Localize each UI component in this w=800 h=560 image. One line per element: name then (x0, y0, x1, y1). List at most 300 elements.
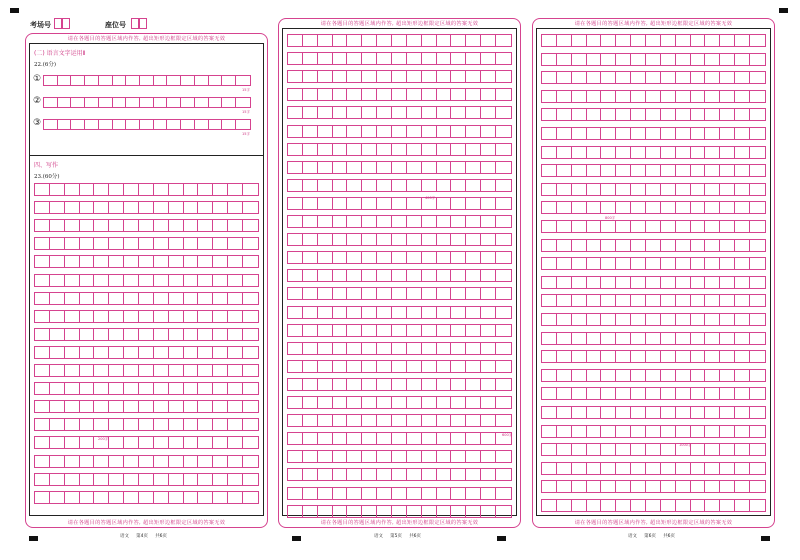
char-cell[interactable] (451, 307, 466, 318)
char-cell[interactable] (481, 71, 496, 82)
char-cell[interactable] (631, 314, 646, 325)
char-cell[interactable] (676, 72, 691, 83)
char-cell[interactable] (80, 492, 95, 503)
char-cell[interactable] (362, 451, 377, 462)
char-cell[interactable] (691, 314, 706, 325)
char-cell[interactable] (407, 415, 422, 426)
char-cell[interactable] (735, 333, 750, 344)
char-cell[interactable] (750, 444, 765, 455)
char-cell[interactable] (422, 53, 437, 64)
char-cell[interactable] (392, 361, 407, 372)
char-cell[interactable] (542, 388, 557, 399)
char-cell[interactable] (392, 379, 407, 390)
char-cell[interactable] (139, 492, 154, 503)
exam-room-box-2[interactable] (62, 18, 70, 29)
char-cell[interactable] (466, 216, 481, 227)
char-cell[interactable] (288, 397, 303, 408)
char-cell[interactable] (392, 89, 407, 100)
char-cell[interactable] (318, 107, 333, 118)
char-cell[interactable] (318, 307, 333, 318)
composition-grid-left[interactable] (34, 44, 259, 514)
char-cell[interactable] (587, 426, 602, 437)
char-cell[interactable] (35, 184, 50, 195)
char-cell[interactable] (496, 379, 511, 390)
char-cell[interactable] (601, 54, 616, 65)
char-cell[interactable] (318, 433, 333, 444)
char-cell[interactable] (646, 351, 661, 362)
char-cell[interactable] (750, 258, 765, 269)
char-cell[interactable] (377, 162, 392, 173)
char-cell[interactable] (50, 347, 65, 358)
char-cell[interactable] (542, 333, 557, 344)
char-cell[interactable] (720, 388, 735, 399)
char-cell[interactable] (691, 221, 706, 232)
char-cell[interactable] (676, 277, 691, 288)
char-cell[interactable] (735, 72, 750, 83)
char-cell[interactable] (646, 444, 661, 455)
char-cell[interactable] (587, 295, 602, 306)
char-cell[interactable] (542, 109, 557, 120)
char-cell[interactable] (94, 419, 109, 430)
char-cell[interactable] (303, 270, 318, 281)
char-cell[interactable] (169, 293, 184, 304)
char-cell[interactable] (228, 347, 243, 358)
char-cell[interactable] (750, 351, 765, 362)
char-cell[interactable] (213, 383, 228, 394)
char-cell[interactable] (496, 506, 511, 517)
char-cell[interactable] (392, 288, 407, 299)
char-cell[interactable] (496, 307, 511, 318)
char-cell[interactable] (631, 54, 646, 65)
char-cell[interactable] (437, 180, 452, 191)
char-cell[interactable] (572, 370, 587, 381)
char-cell[interactable] (109, 202, 124, 213)
char-cell[interactable] (616, 54, 631, 65)
char-cell[interactable] (601, 314, 616, 325)
char-cell[interactable] (481, 107, 496, 118)
char-cell[interactable] (720, 277, 735, 288)
char-cell[interactable] (451, 397, 466, 408)
char-cell[interactable] (616, 481, 631, 492)
char-cell[interactable] (720, 240, 735, 251)
char-cell[interactable] (661, 128, 676, 139)
seat-box-2[interactable] (139, 18, 147, 29)
char-cell[interactable] (451, 180, 466, 191)
char-cell[interactable] (451, 343, 466, 354)
char-cell[interactable] (587, 184, 602, 195)
char-cell[interactable] (557, 91, 572, 102)
char-cell[interactable] (437, 35, 452, 46)
char-cell[interactable] (601, 295, 616, 306)
char-cell[interactable] (646, 407, 661, 418)
char-cell[interactable] (50, 383, 65, 394)
char-cell[interactable] (109, 437, 124, 448)
char-cell[interactable] (422, 361, 437, 372)
char-cell[interactable] (496, 469, 511, 480)
char-cell[interactable] (213, 492, 228, 503)
char-cell[interactable] (735, 165, 750, 176)
char-cell[interactable] (542, 481, 557, 492)
char-cell[interactable] (631, 407, 646, 418)
char-cell[interactable] (228, 220, 243, 231)
char-cell[interactable] (676, 500, 691, 511)
char-cell[interactable] (169, 311, 184, 322)
char-cell[interactable] (646, 91, 661, 102)
char-cell[interactable] (318, 252, 333, 263)
char-cell[interactable] (154, 184, 169, 195)
char-cell[interactable] (451, 451, 466, 462)
char-cell[interactable] (735, 370, 750, 381)
char-cell[interactable] (303, 361, 318, 372)
char-cell[interactable] (50, 311, 65, 322)
char-cell[interactable] (94, 383, 109, 394)
char-cell[interactable] (333, 89, 348, 100)
char-cell[interactable] (646, 333, 661, 344)
char-cell[interactable] (184, 184, 199, 195)
char-cell[interactable] (184, 419, 199, 430)
char-cell[interactable] (587, 128, 602, 139)
char-cell[interactable] (735, 35, 750, 46)
char-cell[interactable] (303, 307, 318, 318)
char-cell[interactable] (318, 343, 333, 354)
char-cell[interactable] (661, 500, 676, 511)
char-cell[interactable] (557, 240, 572, 251)
char-cell[interactable] (676, 463, 691, 474)
char-cell[interactable] (616, 500, 631, 511)
char-cell[interactable] (94, 456, 109, 467)
char-cell[interactable] (407, 288, 422, 299)
char-cell[interactable] (437, 451, 452, 462)
char-cell[interactable] (691, 370, 706, 381)
char-cell[interactable] (109, 347, 124, 358)
char-cell[interactable] (154, 437, 169, 448)
char-cell[interactable] (94, 311, 109, 322)
char-cell[interactable] (542, 444, 557, 455)
char-cell[interactable] (303, 288, 318, 299)
char-cell[interactable] (646, 54, 661, 65)
char-cell[interactable] (139, 401, 154, 412)
char-cell[interactable] (735, 481, 750, 492)
char-cell[interactable] (735, 240, 750, 251)
char-cell[interactable] (661, 277, 676, 288)
char-cell[interactable] (496, 216, 511, 227)
char-cell[interactable] (466, 506, 481, 517)
char-cell[interactable] (496, 107, 511, 118)
char-cell[interactable] (124, 293, 139, 304)
char-cell[interactable] (646, 109, 661, 120)
char-cell[interactable] (94, 256, 109, 267)
char-cell[interactable] (50, 401, 65, 412)
char-cell[interactable] (646, 35, 661, 46)
char-cell[interactable] (587, 463, 602, 474)
char-cell[interactable] (362, 198, 377, 209)
char-cell[interactable] (572, 54, 587, 65)
char-cell[interactable] (80, 256, 95, 267)
char-cell[interactable] (705, 54, 720, 65)
char-cell[interactable] (422, 506, 437, 517)
char-cell[interactable] (347, 397, 362, 408)
char-cell[interactable] (377, 451, 392, 462)
char-cell[interactable] (228, 492, 243, 503)
char-cell[interactable] (198, 184, 213, 195)
char-cell[interactable] (362, 162, 377, 173)
char-cell[interactable] (557, 351, 572, 362)
char-cell[interactable] (50, 275, 65, 286)
char-cell[interactable] (243, 347, 258, 358)
char-cell[interactable] (35, 383, 50, 394)
char-cell[interactable] (451, 162, 466, 173)
char-cell[interactable] (616, 109, 631, 120)
char-cell[interactable] (124, 329, 139, 340)
char-cell[interactable] (139, 256, 154, 267)
char-cell[interactable] (466, 126, 481, 137)
char-cell[interactable] (80, 238, 95, 249)
char-cell[interactable] (377, 71, 392, 82)
char-cell[interactable] (572, 221, 587, 232)
char-cell[interactable] (169, 474, 184, 485)
char-cell[interactable] (422, 162, 437, 173)
char-cell[interactable] (124, 238, 139, 249)
char-cell[interactable] (65, 311, 80, 322)
char-cell[interactable] (80, 474, 95, 485)
char-cell[interactable] (228, 474, 243, 485)
char-cell[interactable] (750, 277, 765, 288)
char-cell[interactable] (437, 397, 452, 408)
char-cell[interactable] (213, 202, 228, 213)
char-cell[interactable] (705, 444, 720, 455)
char-cell[interactable] (616, 91, 631, 102)
char-cell[interactable] (198, 329, 213, 340)
char-cell[interactable] (392, 216, 407, 227)
char-cell[interactable] (333, 469, 348, 480)
char-cell[interactable] (720, 147, 735, 158)
char-cell[interactable] (496, 180, 511, 191)
char-cell[interactable] (333, 252, 348, 263)
char-cell[interactable] (466, 234, 481, 245)
char-cell[interactable] (198, 456, 213, 467)
char-cell[interactable] (601, 481, 616, 492)
char-cell[interactable] (451, 144, 466, 155)
char-cell[interactable] (496, 361, 511, 372)
char-cell[interactable] (646, 277, 661, 288)
char-cell[interactable] (631, 426, 646, 437)
char-cell[interactable] (392, 162, 407, 173)
char-cell[interactable] (451, 216, 466, 227)
char-cell[interactable] (407, 216, 422, 227)
char-cell[interactable] (243, 275, 258, 286)
char-cell[interactable] (154, 311, 169, 322)
char-cell[interactable] (481, 234, 496, 245)
char-cell[interactable] (422, 234, 437, 245)
char-cell[interactable] (735, 202, 750, 213)
char-cell[interactable] (243, 311, 258, 322)
char-cell[interactable] (35, 492, 50, 503)
char-cell[interactable] (407, 469, 422, 480)
char-cell[interactable] (392, 469, 407, 480)
char-cell[interactable] (198, 238, 213, 249)
char-cell[interactable] (720, 221, 735, 232)
char-cell[interactable] (288, 162, 303, 173)
char-cell[interactable] (213, 456, 228, 467)
char-cell[interactable] (109, 220, 124, 231)
char-cell[interactable] (720, 72, 735, 83)
char-cell[interactable] (572, 481, 587, 492)
char-cell[interactable] (407, 451, 422, 462)
char-cell[interactable] (303, 397, 318, 408)
char-cell[interactable] (451, 361, 466, 372)
composition-grid-middle[interactable] (287, 29, 512, 517)
char-cell[interactable] (646, 295, 661, 306)
char-cell[interactable] (362, 89, 377, 100)
char-cell[interactable] (750, 463, 765, 474)
char-cell[interactable] (451, 325, 466, 336)
char-cell[interactable] (50, 474, 65, 485)
char-cell[interactable] (437, 415, 452, 426)
char-cell[interactable] (676, 109, 691, 120)
char-cell[interactable] (228, 329, 243, 340)
char-cell[interactable] (422, 488, 437, 499)
char-cell[interactable] (542, 128, 557, 139)
char-cell[interactable] (407, 89, 422, 100)
char-cell[interactable] (377, 144, 392, 155)
char-cell[interactable] (661, 463, 676, 474)
char-cell[interactable] (198, 220, 213, 231)
char-cell[interactable] (318, 216, 333, 227)
char-cell[interactable] (65, 347, 80, 358)
char-cell[interactable] (557, 463, 572, 474)
char-cell[interactable] (481, 126, 496, 137)
char-cell[interactable] (198, 275, 213, 286)
char-cell[interactable] (676, 91, 691, 102)
char-cell[interactable] (139, 437, 154, 448)
char-cell[interactable] (154, 220, 169, 231)
char-cell[interactable] (198, 492, 213, 503)
char-cell[interactable] (94, 474, 109, 485)
char-cell[interactable] (347, 433, 362, 444)
char-cell[interactable] (557, 314, 572, 325)
char-cell[interactable] (94, 202, 109, 213)
char-cell[interactable] (139, 311, 154, 322)
char-cell[interactable] (451, 107, 466, 118)
char-cell[interactable] (572, 202, 587, 213)
char-cell[interactable] (347, 506, 362, 517)
char-cell[interactable] (347, 71, 362, 82)
char-cell[interactable] (318, 397, 333, 408)
char-cell[interactable] (705, 72, 720, 83)
char-cell[interactable] (676, 314, 691, 325)
char-cell[interactable] (691, 72, 706, 83)
char-cell[interactable] (333, 162, 348, 173)
char-cell[interactable] (243, 220, 258, 231)
char-cell[interactable] (35, 437, 50, 448)
char-cell[interactable] (735, 388, 750, 399)
char-cell[interactable] (228, 437, 243, 448)
char-cell[interactable] (169, 184, 184, 195)
char-cell[interactable] (750, 426, 765, 437)
char-cell[interactable] (705, 128, 720, 139)
char-cell[interactable] (631, 277, 646, 288)
char-cell[interactable] (347, 126, 362, 137)
char-cell[interactable] (288, 361, 303, 372)
char-cell[interactable] (557, 221, 572, 232)
char-cell[interactable] (318, 325, 333, 336)
char-cell[interactable] (347, 488, 362, 499)
char-cell[interactable] (243, 202, 258, 213)
char-cell[interactable] (631, 258, 646, 269)
char-cell[interactable] (676, 333, 691, 344)
char-cell[interactable] (392, 198, 407, 209)
char-cell[interactable] (392, 107, 407, 118)
char-cell[interactable] (318, 126, 333, 137)
char-cell[interactable] (557, 333, 572, 344)
char-cell[interactable] (676, 147, 691, 158)
char-cell[interactable] (422, 469, 437, 480)
char-cell[interactable] (347, 415, 362, 426)
char-cell[interactable] (616, 314, 631, 325)
char-cell[interactable] (587, 277, 602, 288)
char-cell[interactable] (750, 128, 765, 139)
char-cell[interactable] (228, 238, 243, 249)
char-cell[interactable] (691, 333, 706, 344)
char-cell[interactable] (466, 107, 481, 118)
char-cell[interactable] (422, 144, 437, 155)
char-cell[interactable] (587, 147, 602, 158)
char-cell[interactable] (422, 379, 437, 390)
char-cell[interactable] (65, 492, 80, 503)
char-cell[interactable] (362, 53, 377, 64)
char-cell[interactable] (735, 500, 750, 511)
char-cell[interactable] (422, 216, 437, 227)
char-cell[interactable] (601, 500, 616, 511)
char-cell[interactable] (466, 361, 481, 372)
char-cell[interactable] (154, 383, 169, 394)
char-cell[interactable] (631, 221, 646, 232)
char-cell[interactable] (481, 397, 496, 408)
char-cell[interactable] (646, 500, 661, 511)
char-cell[interactable] (109, 238, 124, 249)
char-cell[interactable] (154, 293, 169, 304)
char-cell[interactable] (407, 162, 422, 173)
char-cell[interactable] (437, 198, 452, 209)
char-cell[interactable] (154, 492, 169, 503)
char-cell[interactable] (303, 379, 318, 390)
char-cell[interactable] (243, 401, 258, 412)
char-cell[interactable] (362, 379, 377, 390)
char-cell[interactable] (139, 220, 154, 231)
char-cell[interactable] (154, 401, 169, 412)
char-cell[interactable] (65, 456, 80, 467)
char-cell[interactable] (109, 492, 124, 503)
char-cell[interactable] (720, 444, 735, 455)
char-cell[interactable] (750, 54, 765, 65)
char-cell[interactable] (466, 53, 481, 64)
char-cell[interactable] (720, 500, 735, 511)
char-cell[interactable] (154, 474, 169, 485)
char-cell[interactable] (213, 311, 228, 322)
char-cell[interactable] (80, 293, 95, 304)
char-cell[interactable] (466, 180, 481, 191)
char-cell[interactable] (35, 347, 50, 358)
char-cell[interactable] (347, 307, 362, 318)
char-cell[interactable] (720, 258, 735, 269)
char-cell[interactable] (572, 147, 587, 158)
char-cell[interactable] (676, 221, 691, 232)
char-cell[interactable] (661, 351, 676, 362)
char-cell[interactable] (198, 311, 213, 322)
char-cell[interactable] (198, 293, 213, 304)
char-cell[interactable] (661, 388, 676, 399)
char-cell[interactable] (735, 444, 750, 455)
